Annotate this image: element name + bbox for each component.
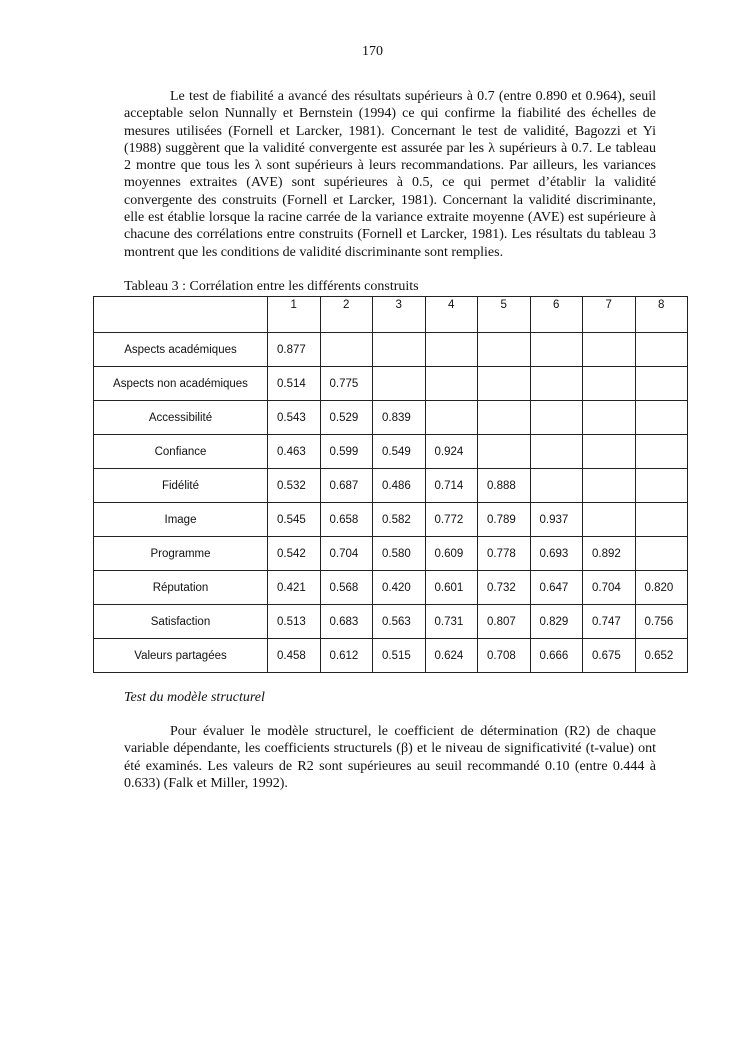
correlation-cell	[583, 401, 636, 435]
correlation-cell: 0.542	[268, 537, 321, 571]
correlation-cell: 0.693	[530, 537, 583, 571]
correlation-cell	[373, 367, 426, 401]
correlation-cell: 0.568	[320, 571, 373, 605]
table-row	[94, 503, 688, 537]
correlation-cell	[320, 333, 373, 367]
correlation-cell	[530, 469, 583, 503]
correlation-cell: 0.839	[373, 401, 426, 435]
section-title: Test du modèle structurel	[124, 690, 265, 705]
correlation-cell: 0.888	[478, 469, 531, 503]
correlation-cell: 0.683	[320, 605, 373, 639]
correlation-cell	[635, 401, 688, 435]
correlation-cell: 0.732	[478, 571, 531, 605]
correlation-cell: 0.820	[635, 571, 688, 605]
correlation-cell: 0.714	[425, 469, 478, 503]
header-corner-cell	[94, 297, 268, 333]
correlation-cell: 0.612	[320, 639, 373, 673]
table-row	[94, 367, 688, 401]
correlation-cell: 0.599	[320, 435, 373, 469]
correlation-cell: 0.420	[373, 571, 426, 605]
correlation-cell: 0.778	[478, 537, 531, 571]
correlation-cell: 0.937	[530, 503, 583, 537]
correlation-cell	[583, 469, 636, 503]
row-label: Aspects académiques	[94, 333, 268, 367]
row-label: Réputation	[94, 571, 268, 605]
column-header: 8	[635, 297, 688, 333]
correlation-cell: 0.543	[268, 401, 321, 435]
correlation-cell: 0.529	[320, 401, 373, 435]
row-label: Programme	[94, 537, 268, 571]
table-row	[94, 605, 688, 639]
correlation-cell: 0.756	[635, 605, 688, 639]
correlation-cell: 0.486	[373, 469, 426, 503]
correlation-cell: 0.601	[425, 571, 478, 605]
table-row	[94, 401, 688, 435]
correlation-cell: 0.704	[320, 537, 373, 571]
row-label: Fidélité	[94, 469, 268, 503]
correlation-cell	[530, 367, 583, 401]
row-label: Accessibilité	[94, 401, 268, 435]
column-header: 1	[268, 297, 321, 333]
correlation-cell: 0.877	[268, 333, 321, 367]
correlation-cell: 0.421	[268, 571, 321, 605]
column-header: 4	[425, 297, 478, 333]
table-row	[94, 571, 688, 605]
correlation-cell: 0.513	[268, 605, 321, 639]
row-label: Satisfaction	[94, 605, 268, 639]
correlation-cell	[583, 435, 636, 469]
correlation-cell	[425, 401, 478, 435]
correlation-cell	[583, 333, 636, 367]
correlation-cell: 0.624	[425, 639, 478, 673]
correlation-cell: 0.892	[583, 537, 636, 571]
correlation-cell: 0.609	[425, 537, 478, 571]
correlation-cell	[530, 435, 583, 469]
correlation-cell: 0.549	[373, 435, 426, 469]
correlation-cell: 0.708	[478, 639, 531, 673]
correlation-cell	[635, 435, 688, 469]
correlation-cell: 0.924	[425, 435, 478, 469]
paragraph-reliability-validity: Le test de fiabilité a avancé des résultats supérieurs à 0.7 (entre 0.890 et 0.964), seuil acceptable selon Nunnally et Bernstein (1994) ce qui confirme la fiabilité des échelles de mesures utilisées (Fornell et Larcker, 1981). Concernant le test de validité, Bagozzi et Yi (1988) suggèrent que la validité convergente est assurée par les λ supérieurs à 0.7. Le tableau 2 montre que tous les λ sont supérieurs à leurs recommandations. Par ailleurs, les variances moyennes extraites (AVE) sont supérieures à 0.5, ce qui permet d’établir la validité convergente des construits (Fornell et Larcker, 1981). Concernant la validité discriminante, elle est établie lorsque la racine carrée de la variance extraite moyenne (AVE) est supérieure à chacune des corrélations entre construits (Fornell et Larcker, 1981). Les résultats du tableau 3 montrent que les conditions de validité discriminante sont remplies.	[124, 89, 656, 260]
correlation-cell	[530, 333, 583, 367]
correlation-cell: 0.675	[583, 639, 636, 673]
correlation-cell	[635, 367, 688, 401]
correlation-cell	[425, 333, 478, 367]
correlation-cell: 0.515	[373, 639, 426, 673]
correlation-cell	[373, 333, 426, 367]
correlation-cell	[635, 333, 688, 367]
row-label: Confiance	[94, 435, 268, 469]
correlation-cell: 0.563	[373, 605, 426, 639]
correlation-table	[93, 296, 688, 673]
row-label: Aspects non académiques	[94, 367, 268, 401]
correlation-cell: 0.775	[320, 367, 373, 401]
table-row	[94, 435, 688, 469]
table-row	[94, 333, 688, 367]
correlation-cell: 0.458	[268, 639, 321, 673]
correlation-cell	[530, 401, 583, 435]
column-header: 5	[478, 297, 531, 333]
correlation-cell	[583, 367, 636, 401]
correlation-cell	[478, 333, 531, 367]
correlation-cell: 0.772	[425, 503, 478, 537]
correlation-cell: 0.789	[478, 503, 531, 537]
correlation-cell: 0.807	[478, 605, 531, 639]
correlation-cell	[478, 401, 531, 435]
correlation-cell: 0.658	[320, 503, 373, 537]
column-header: 2	[320, 297, 373, 333]
correlation-cell: 0.532	[268, 469, 321, 503]
correlation-cell: 0.545	[268, 503, 321, 537]
correlation-cell	[635, 503, 688, 537]
paragraph-structural-model: Pour évaluer le modèle structurel, le coefficient de détermination (R2) de chaque variable dépendante, les coefficients structurels (β) et le niveau de significativité (t-value) ont été examinés. Les valeurs de R2 sont supérieures au seuil recommandé 0.10 (entre 0.444 à 0.633) (Falk et Miller, 1992).	[124, 724, 656, 791]
table-row	[94, 537, 688, 571]
correlation-cell: 0.582	[373, 503, 426, 537]
correlation-cell: 0.652	[635, 639, 688, 673]
correlation-cell	[635, 537, 688, 571]
column-header: 3	[373, 297, 426, 333]
table-header-row	[94, 297, 688, 333]
correlation-cell	[583, 503, 636, 537]
table-caption: Tableau 3 : Corrélation entre les différents construits	[124, 279, 419, 294]
correlation-cell: 0.731	[425, 605, 478, 639]
row-label: Valeurs partagées	[94, 639, 268, 673]
correlation-cell: 0.666	[530, 639, 583, 673]
correlation-cell: 0.463	[268, 435, 321, 469]
correlation-cell	[478, 367, 531, 401]
correlation-cell: 0.829	[530, 605, 583, 639]
page-number: 170	[362, 44, 383, 59]
correlation-cell: 0.747	[583, 605, 636, 639]
correlation-cell	[478, 435, 531, 469]
correlation-cell: 0.514	[268, 367, 321, 401]
table-row	[94, 639, 688, 673]
column-header: 7	[583, 297, 636, 333]
correlation-cell: 0.704	[583, 571, 636, 605]
column-header: 6	[530, 297, 583, 333]
row-label: Image	[94, 503, 268, 537]
table-row	[94, 469, 688, 503]
correlation-cell: 0.647	[530, 571, 583, 605]
correlation-cell: 0.687	[320, 469, 373, 503]
correlation-cell	[425, 367, 478, 401]
correlation-cell	[635, 469, 688, 503]
correlation-cell: 0.580	[373, 537, 426, 571]
